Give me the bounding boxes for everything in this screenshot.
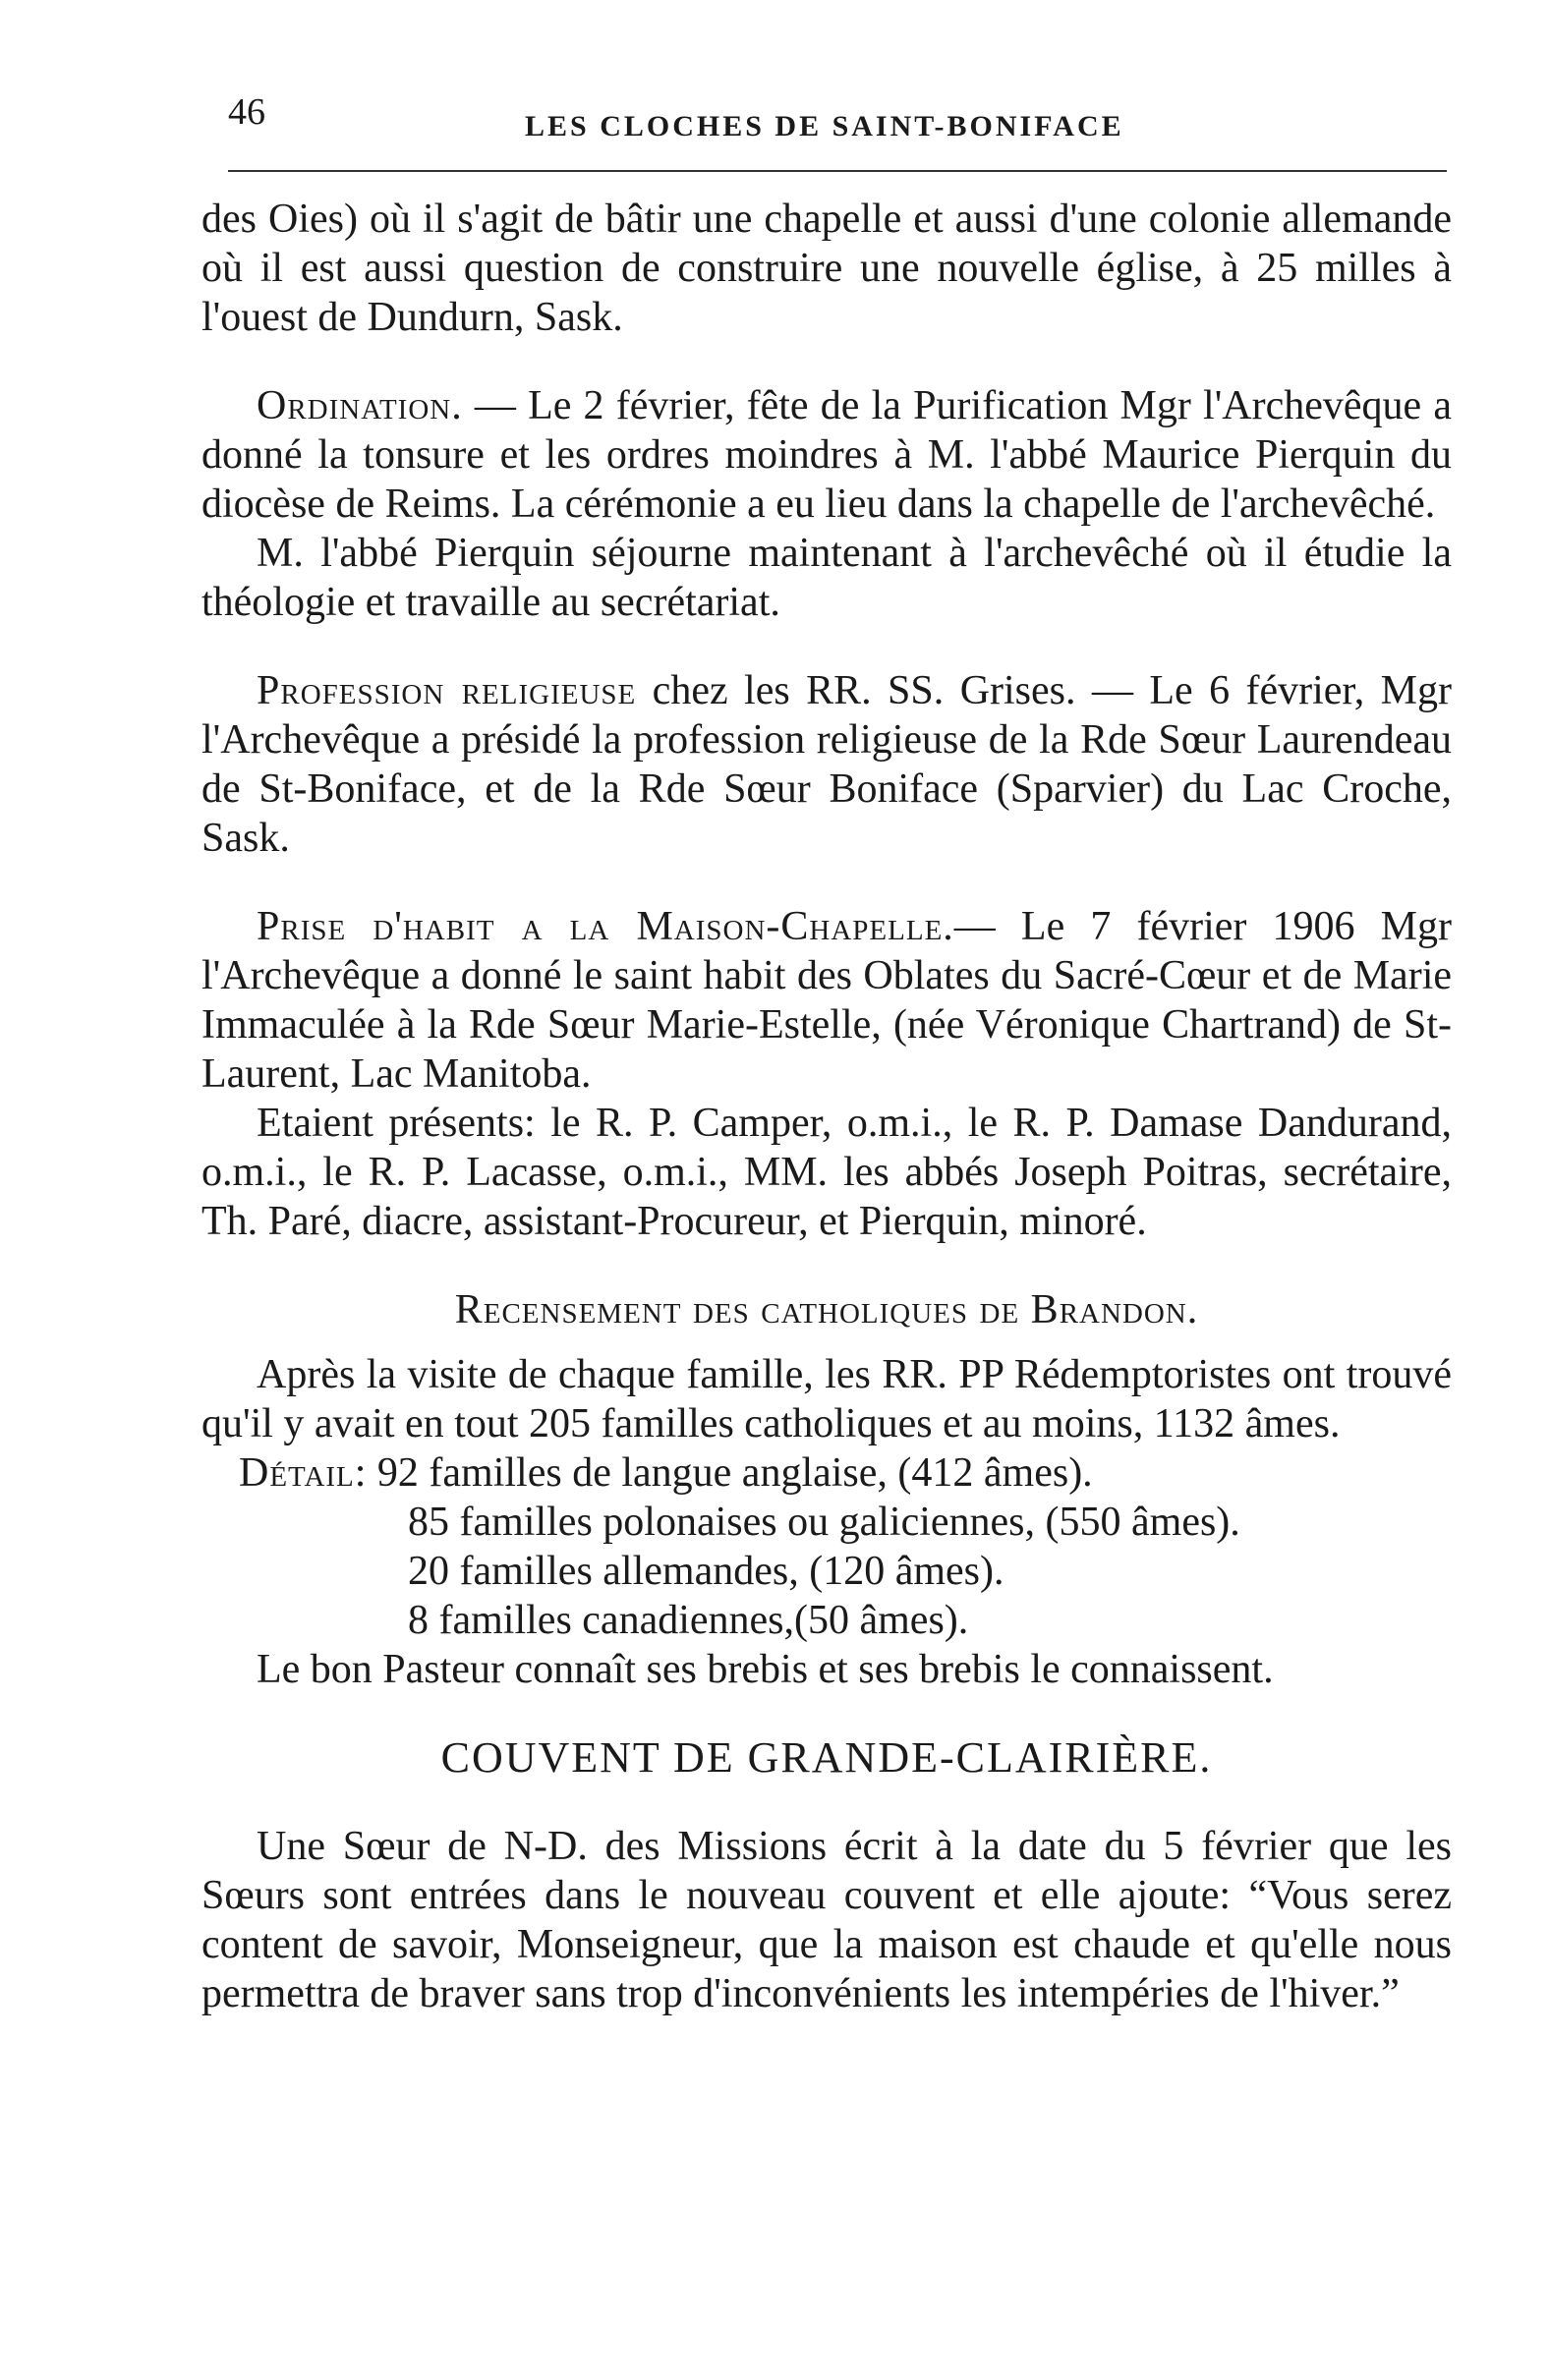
page-number: 46 [228, 91, 265, 133]
header-rule [228, 170, 1447, 172]
detail-label: Détail: [239, 1450, 368, 1496]
paragraph-presents: Etaient présents: le R. P. Camper, o.m.i., le R. P. Damase Dandurand, o.m.i., le R. P. Lacasse, o.m.i., MM. les abbés Joseph Poitras, secrétaire, Th. Paré, diacre, assistant-Procureur, et Pierquin, minoré. [201, 1101, 1452, 1244]
section-heading-ordination: Ordination. [257, 383, 463, 428]
paragraph-profession [201, 666, 1452, 863]
section-heading-couvent: COUVENT DE GRANDE-CLAIRIÈRE. [440, 1733, 1213, 1782]
prise-habit-text: — Le 7 février 1906 Mgr l'Archevêque a donné le saint habit des Oblates du Sacré-Cœur et de Marie Immaculée à la Rde Sœur Marie-Estelle, (née Véronique Chartrand) de St-Laurent, Lac Manitoba. [201, 904, 1452, 1097]
section-heading-prise-habit: Prise d'habit a la Maison-Chapelle. [257, 904, 954, 949]
detail-line-3: 20 familles allemandes, (120 âmes). [408, 1549, 1004, 1594]
paragraph-continuation: des Oies) où il s'agit de bâtir une chapelle et aussi d'une colonie allemande où il est aussi question de construire une nouvelle église, à 25 milles à l'ouest de Dundurn, Sask. [201, 197, 1452, 340]
paragraph-pasteur: Le bon Pasteur connaît ses brebis et ses brebis le connaissent. [257, 1647, 1274, 1692]
paragraph-ordination [201, 381, 1452, 529]
running-title: LES CLOCHES DE SAINT-BONIFACE [525, 110, 1124, 142]
paragraph-recensement: Après la visite de chaque famille, les RR. PP Rédemptoristes ont trouvé qu'il y avait en tout 205 familles catholiques et au moins, 1132 âmes. [201, 1352, 1452, 1446]
paragraph-pierquin: M. l'abbé Pierquin séjourne maintenant à l'archevêché où il étudie la théologie et travaille au secrétariat. [201, 531, 1452, 625]
detail-line-4: 8 familles canadiennes,(50 âmes). [408, 1598, 969, 1643]
detail-text-1: 92 familles de langue anglaise, (412 âmes). [376, 1450, 1093, 1496]
profession-text: chez les RR. SS. Grises. — Le 6 février, Mgr l'Archevêque a présidé la profession religieuse de la Rde Sœur Laurendeau de St-Boniface, et de la Rde Sœur Boniface (Sparvier) du Lac Croche, Sask. [201, 668, 1452, 861]
detail-line-2: 85 familles polonaises ou galiciennes, (550 âmes). [408, 1500, 1240, 1545]
paragraph-prise-habit [201, 902, 1452, 1099]
page-body [201, 195, 1452, 2018]
page-header [228, 90, 1447, 149]
section-heading-recensement: Recensement des catholiques de Brandon. [454, 1287, 1199, 1332]
paragraph-couvent: Une Sœur de N-D. des Missions écrit à la date du 5 février que les Sœurs sont entrées dans le nouveau couvent et elle ajoute: “Vous serez content de savoir, Monseigneur, que la maison est chaude et qu'elle nous permettra de braver sans trop d'inconvénients les intempéries de l'hiver.” [201, 1824, 1452, 2016]
ordination-text: — Le 2 février, fête de la Purification Mgr l'Archevêque a donné la tonsure et les ordres moindres à M. l'abbé Maurice Pierquin du diocèse de Reims. La cérémonie a eu lieu dans la chapelle de l'archevêché. [201, 383, 1452, 527]
section-heading-profession: Profession religieuse [257, 668, 637, 713]
detail-line-1 [239, 1448, 1452, 1498]
